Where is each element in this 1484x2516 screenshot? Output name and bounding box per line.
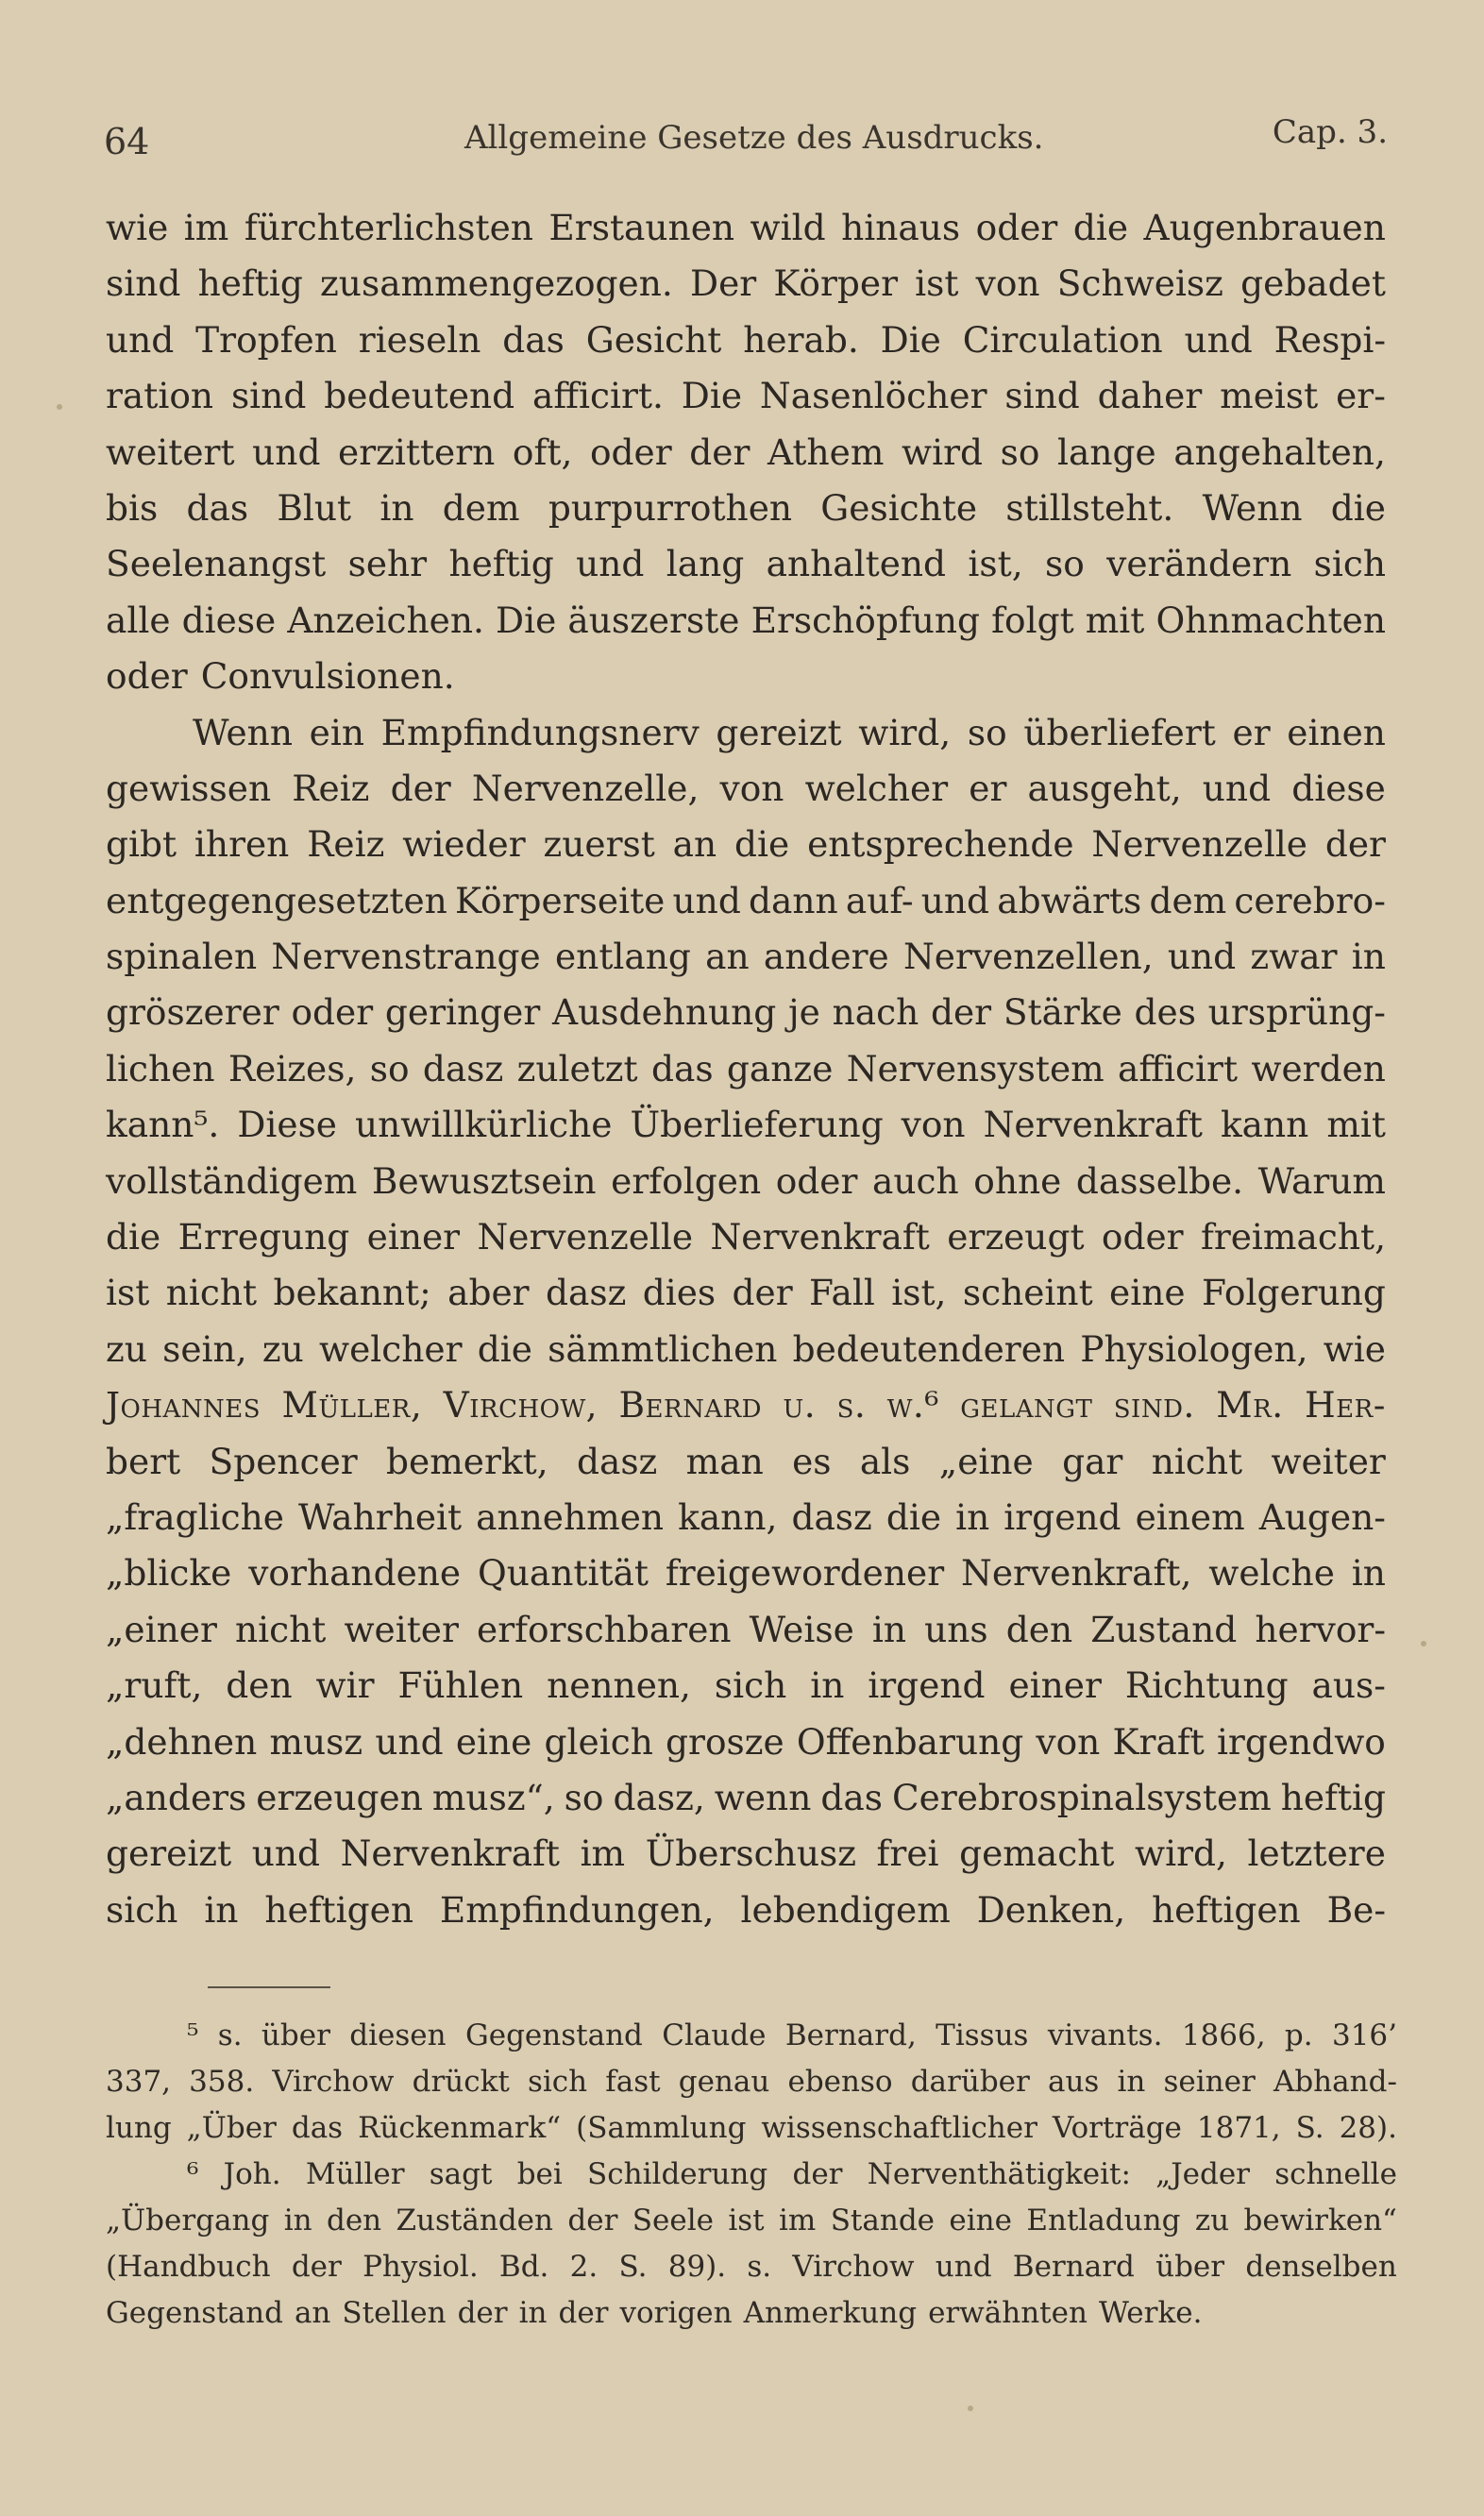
text-line: lichen Reizes, so dasz zuletzt das ganze Nervensystem afficirt werden [106, 1047, 1386, 1089]
text-line: und Tropfen rieseln das Gesicht herab. Die Circulation und Respi- [106, 318, 1386, 361]
text-line: weitert und erzittern oft, oder der Athem wird so lange angehalten, [106, 431, 1386, 473]
paper-speck [57, 404, 62, 410]
text-line: Seelenangst sehr heftig und lang anhaltend ist, so verändern sich [106, 543, 1386, 585]
text-line: entgegengesetzten Körperseite und dann auf- und abwärts dem cerebro- [106, 879, 1386, 921]
footnote-line: Gegenstand an Stellen der in der vorigen Anmerkung erwähnten Werke. [106, 2296, 1203, 2330]
paper-speck [1421, 1641, 1426, 1646]
text-line: gewissen Reiz der Nervenzelle, von welcher er ausgeht, und diese [106, 767, 1386, 809]
text-line: „einer nicht weiter erforschbaren Weise in uns den Zustand hervor- [106, 1608, 1386, 1650]
text-line: Johannes Müller, Virchow, Bernard u. s. w.⁶ gelangt sind. Mr. Her- [106, 1384, 1386, 1427]
footnote-line: 337, 358. Virchow drückt sich fast genau ebenso darüber aus in seiner Abhand- [106, 2065, 1397, 2099]
text-line: bert Spencer bemerkt, dasz man es als „eine gar nicht weiter [106, 1440, 1386, 1482]
text-line: „blicke vorhandene Quantität freigewordener Nervenkraft, welche in [106, 1552, 1386, 1595]
footnote-line: lung „Über das Rückenmark“ (Sammlung wissenschaftlicher Vorträge 1871, S. 28). [106, 2111, 1397, 2145]
text-line: „anders erzeugen musz“, so dasz, wenn das Cerebrospinalsystem heftig [106, 1776, 1386, 1818]
text-line: gröszerer oder geringer Ausdehnung je nach der Stärke des ursprüng- [106, 991, 1386, 1034]
text-line: spinalen Nervenstrange entlang an andere Nervenzellen, und zwar in [106, 936, 1386, 978]
text-line: Wenn ein Empfindungsnerv gereizt wird, so überliefert er einen [193, 711, 1386, 753]
text-line: ration sind bedeutend afficirt. Die Nasenlöcher sind daher meist er- [106, 375, 1386, 417]
text-line: die Erregung einer Nervenzelle Nervenkraft erzeugt oder freimacht, [106, 1216, 1386, 1258]
text-line: „fragliche Wahrheit annehmen kann, dasz die in irgend einem Augen- [106, 1495, 1386, 1538]
text-line: sich in heftigen Empfindungen, lebendigem Denken, heftigen Be- [106, 1888, 1386, 1931]
footnote-line: „Übergang in den Zuständen der Seele ist im Stande eine Entladung zu bewirken“ [106, 2204, 1397, 2237]
text-line: oder Convulsionen. [106, 655, 455, 698]
page-number: 64 [104, 121, 150, 162]
text-line: gereizt und Nervenkraft im Überschusz frei gemacht wird, letztere [106, 1832, 1386, 1875]
chapter-label: Cap. 3. [1272, 113, 1388, 151]
text-line: alle diese Anzeichen. Die äuszerste Erschöpfung folgt mit Ohnmachten [106, 599, 1386, 641]
text-line: zu sein, zu welcher die sämmtlichen bedeutenderen Physiologen, wie [106, 1327, 1386, 1370]
text-line: bis das Blut in dem purpurrothen Gesichte stillsteht. Wenn die [106, 486, 1386, 529]
footnote-line: ⁵ s. über diesen Gegenstand Claude Bernard, Tissus vivants. 1866, p. 316’ [187, 2018, 1397, 2052]
text-line: kann⁵. Diese unwillkürliche Überlieferung von Nervenkraft kann mit [106, 1104, 1386, 1146]
text-line: vollständigem Bewusztsein erfolgen oder auch ohne dasselbe. Warum [106, 1159, 1386, 1202]
page-header [104, 111, 1388, 168]
body-text [106, 200, 1386, 1938]
text-line: sind heftig zusammengezogen. Der Körper ist von Schweisz gebadet [106, 262, 1386, 305]
footnote-line: (Handbuch der Physiol. Bd. 2. S. 89). s. Virchow und Bernard über denselben [106, 2250, 1397, 2284]
paper-speck [968, 2406, 973, 2411]
text-line: gibt ihren Reiz wieder zuerst an die entsprechende Nervenzelle der [106, 823, 1386, 866]
footnote-divider [208, 1986, 330, 1988]
footnote-line: ⁶ Joh. Müller sagt bei Schilderung der Nerventhätigkeit: „Jeder schnelle [187, 2157, 1397, 2191]
text-line: ist nicht bekannt; aber dasz dies der Fall ist, scheint eine Folgerung [106, 1272, 1386, 1314]
running-title: Allgemeine Gesetze des Ausdrucks. [464, 119, 1044, 157]
footnotes [106, 2013, 1397, 2337]
text-line: „ruft, den wir Fühlen nennen, sich in irgend einer Richtung aus- [106, 1664, 1386, 1707]
text-line: „dehnen musz und eine gleich grosze Offenbarung von Kraft irgendwo [106, 1720, 1386, 1763]
text-line: wie im fürchterlichsten Erstaunen wild hinaus oder die Augenbrauen [106, 207, 1386, 248]
